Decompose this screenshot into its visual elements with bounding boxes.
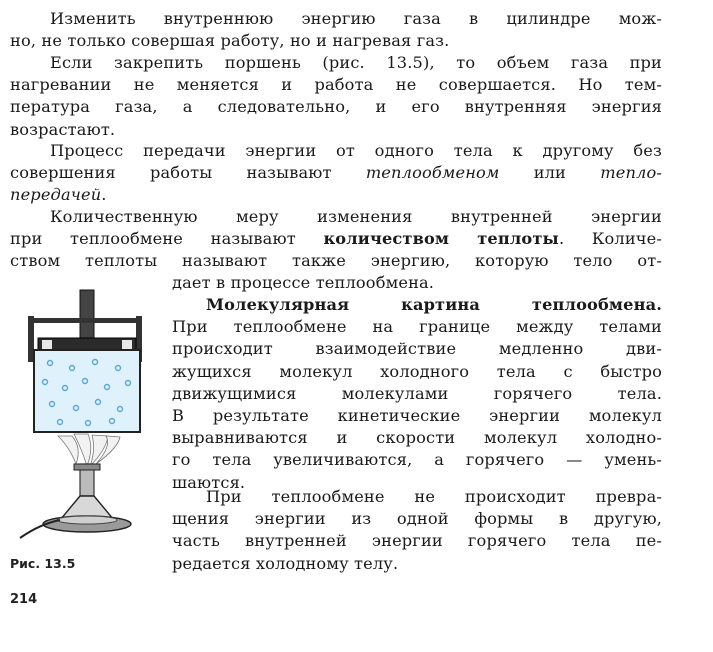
- text-run: или: [499, 163, 601, 183]
- text-line: Количественную меру изменения внутренней энергии: [50, 207, 662, 226]
- text-line: го тела увеличиваются, а горячего — умень-: [172, 450, 662, 470]
- paragraph-3: [10, 140, 662, 207]
- text-line: пература газа, а следовательно, и его внутренняя энергия: [10, 97, 662, 117]
- text-line: дает в процессе теплообмена.: [172, 273, 435, 292]
- text-line: ством теплоты называют также энергию, которую тело от-: [10, 251, 662, 271]
- paragraph-1: [10, 8, 662, 52]
- text-line: выравниваются и скорости молекул холодно-: [172, 428, 662, 448]
- text-run: . Количе-: [558, 229, 662, 249]
- text-line: При теплообмене не происходит превра-: [206, 487, 662, 506]
- text-line: [10, 228, 662, 250]
- figure-caption: Рис. 13.5: [10, 556, 76, 571]
- paragraph-6: [172, 486, 662, 575]
- term-heat-exchange: теплообменом: [365, 163, 500, 183]
- text-line: жущихся молекул холодного тела с быстро: [172, 361, 662, 381]
- text-line: Изменить внутреннюю энергию газа в цилиндре мож-: [50, 9, 662, 28]
- paragraph-4-end: [172, 272, 662, 294]
- text-run: .: [101, 185, 107, 205]
- figure-13-5: [10, 288, 160, 553]
- text-line: [10, 162, 662, 184]
- text-line: часть внутренней энергии горячего тела пе-: [172, 531, 662, 551]
- section-heading: Молекулярная картина теплообмена.: [206, 295, 662, 314]
- text-line: но, не только совершая работу, но и нагревая газ.: [10, 31, 450, 51]
- text-run: совершения работы называют: [10, 163, 366, 183]
- text-line: происходит взаимодействие медленно дви-: [172, 339, 662, 359]
- text-line: В результате кинетические энергии молекул: [172, 406, 662, 426]
- text-line: редается холодному телу.: [172, 553, 399, 573]
- text-line: нагревании не меняется и работа не совершается. Но тем-: [10, 75, 662, 95]
- text-line: шаются.: [172, 472, 246, 492]
- text-line: Процесс передачи энергии от одного тела к другому без: [50, 141, 662, 160]
- term-heat-transfer-cont: передачей: [10, 185, 102, 205]
- text-line: возрастают.: [10, 119, 116, 139]
- page-number: 214: [10, 592, 38, 607]
- term-quantity-of-heat: количеством теплоты: [323, 229, 559, 249]
- paragraph-5: [172, 294, 662, 494]
- cylinder-burner-icon: [10, 288, 160, 553]
- paragraph-2: [10, 52, 662, 141]
- text-line: щения энергии из одной формы в другую,: [172, 509, 662, 529]
- text-run: при теплообмене называют: [10, 229, 324, 249]
- text-line: движущимися молекулами горячего тела.: [172, 383, 662, 403]
- text-line: Если закрепить поршень (рис. 13.5), то объем газа при: [50, 53, 662, 72]
- text-line: При теплообмене на границе между телами: [172, 317, 662, 337]
- paragraph-4: [10, 206, 662, 273]
- term-heat-transfer: тепло-: [600, 163, 662, 183]
- text-line: [10, 184, 662, 206]
